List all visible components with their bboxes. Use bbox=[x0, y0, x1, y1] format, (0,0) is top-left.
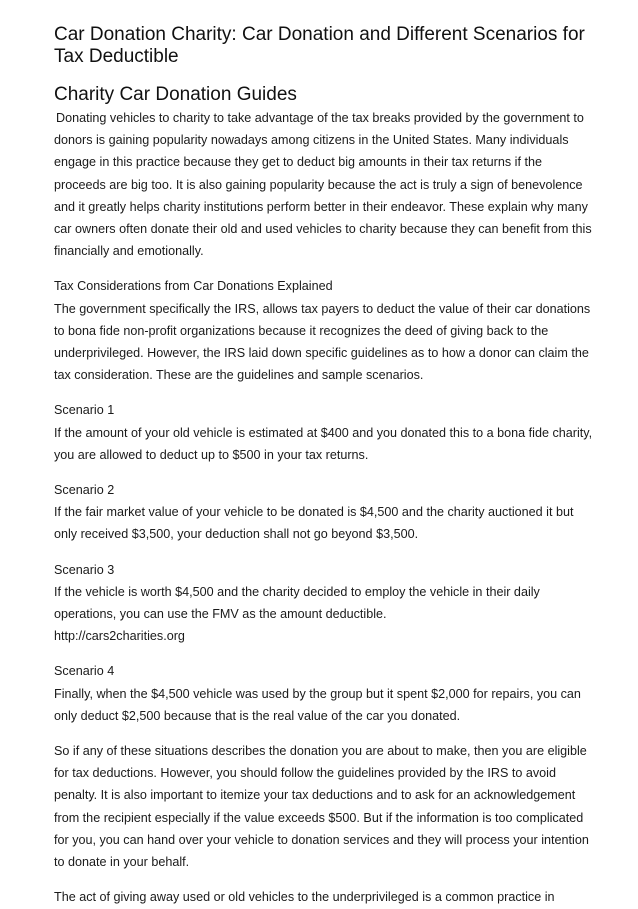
scenario-3-section bbox=[54, 559, 594, 648]
last-line-paragraph: The act of giving away used or old vehicles to the underprivileged is a common practice in bbox=[54, 890, 555, 905]
document-page bbox=[54, 24, 594, 909]
scenario-2-section bbox=[54, 479, 594, 546]
scenario-heading: Scenario 4 bbox=[54, 664, 115, 679]
scenario-heading: Scenario 2 bbox=[54, 483, 115, 498]
closing-paragraph: So if any of these situations describes the donation you are about to make, then you are eligible for tax deductions. However, you should follow the guidelines provided by the IRS to avoid penalty. It is also important to itemize your tax deductions and to ask for an acknowledgement from the recipient especially if the value exceeds $500. But if the information is too complicated for you, you can hand over your vehicle to donation services and they will process your intention to donate in your behalf. bbox=[54, 744, 589, 870]
document-title: Car Donation Charity: Car Donation and Different Scenarios for Tax Deductible bbox=[54, 24, 585, 67]
scenario-paragraph: If the fair market value of your vehicle to be donated is $4,500 and the charity auctioned it but only received $3,500, your deduction shall not go beyond $3,500. bbox=[54, 505, 574, 542]
scenario-4-section bbox=[54, 660, 594, 727]
tax-paragraph: The government specifically the IRS, allows tax payers to deduct the value of their car donations to bona fide non-profit organizations because it recognizes the deed of giving back to the underprivileged. However, the IRS laid down specific guidelines as to how a donor can claim the tax consideration. These are the guidelines and sample scenarios. bbox=[54, 301, 591, 383]
scenario-heading: Scenario 3 bbox=[54, 562, 115, 577]
cars2charities-link[interactable]: http://cars2charities.org bbox=[54, 629, 185, 644]
scenario-paragraph: If the vehicle is worth $4,500 and the charity decided to employ the vehicle in their daily operations, you can use the FMV as the amount deductible. bbox=[54, 584, 540, 622]
tax-heading: Tax Considerations from Car Donations Explained bbox=[54, 279, 333, 294]
scenario-heading: Scenario 1 bbox=[54, 403, 115, 418]
scenario-paragraph: Finally, when the $4,500 vehicle was used by the group but it spent $2,000 for repairs, you can only deduct $2,500 because that is the real value of the car you donated. bbox=[54, 686, 581, 723]
tax-section bbox=[54, 275, 594, 386]
intro-paragraph: Donating vehicles to charity to take advantage of the tax breaks provided by the government to donors is gaining popularity nowadays among citizens in the United States. Many individuals engage in this practice because they get to deduct big amounts in their tax returns if the proceeds are big too. It is also gaining popularity because the act is truly a sign of benevolence and it greatly helps charity institutions perform better in their endeavor. These explain why many car owners often donate their old and used vehicles to charity because they can benefit from this financially and emotionally. bbox=[54, 111, 592, 259]
document-subtitle: Charity Car Donation Guides bbox=[54, 84, 297, 105]
scenario-1-section bbox=[54, 399, 594, 466]
scenario-paragraph: If the amount of your old vehicle is estimated at $400 and you donated this to a bona fide charity, you are allowed to deduct up to $500 in your tax returns. bbox=[54, 425, 593, 462]
